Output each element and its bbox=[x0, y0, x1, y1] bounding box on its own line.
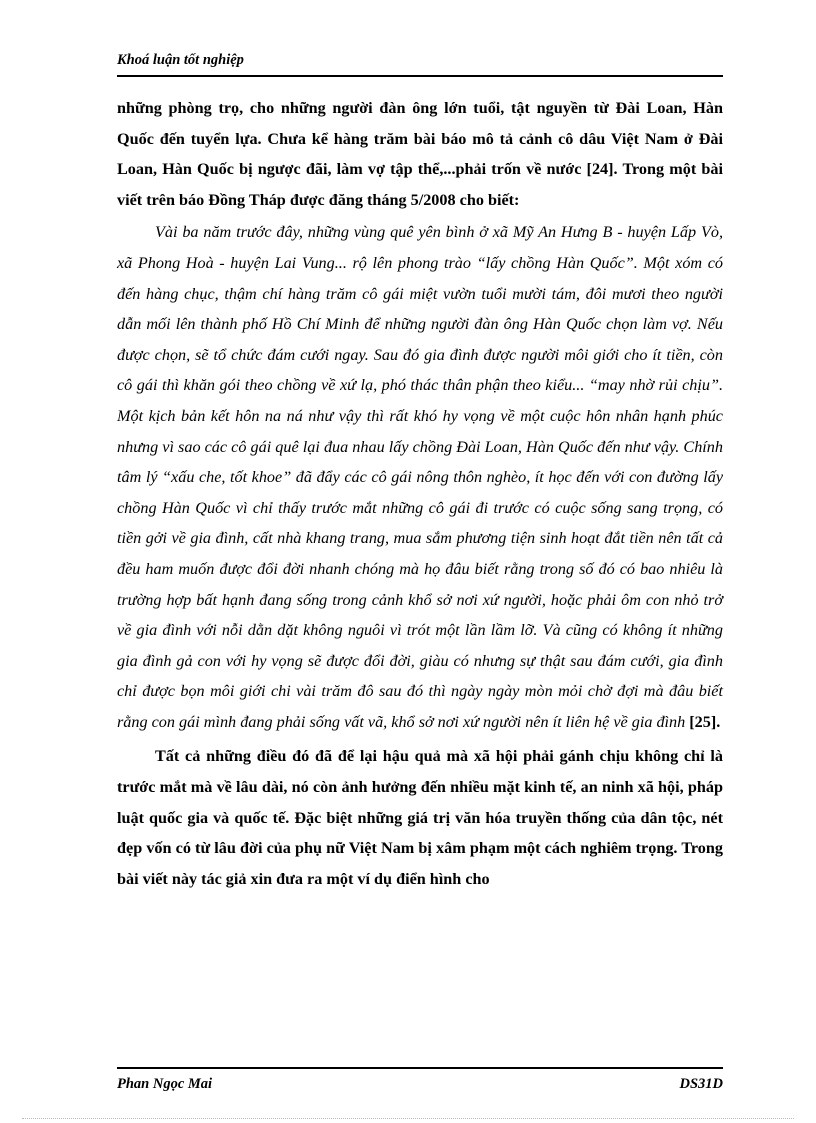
page-bottom-dotted-edge bbox=[22, 1118, 794, 1119]
page-header bbox=[117, 49, 723, 77]
footer-author: Phan Ngọc Mai bbox=[117, 1076, 213, 1092]
header-title: Khoá luận tốt nghiệp bbox=[117, 52, 244, 68]
page-footer bbox=[117, 1067, 723, 1099]
quote-citation: [25]. bbox=[689, 712, 721, 731]
paragraph-intro: những phòng trọ, cho những người đàn ông lớn tuổi, tật nguyền từ Đài Loan, Hàn Quốc đến tuyển lựa. Chưa kể hàng trăm bài báo mô tả cảnh cô dâu Việt Nam ở Đài Loan, Hàn Quốc bị ngược đãi, làm vợ tập thể,...phải trốn về nước [24]. Trong một bài viết trên báo Đồng Tháp được đăng tháng 5/2008 cho biết: bbox=[117, 99, 723, 209]
quoted-passage bbox=[117, 217, 723, 737]
paragraph-consequences: Tất cả những điều đó đã để lại hậu quả mà xã hội phải gánh chịu không chỉ là trước mắt mà về lâu dài, nó còn ảnh hưởng đến nhiều mặt kinh tế, an ninh xã hội, pháp luật quốc gia và quốc tế. Đặc biệt những giá trị văn hóa truyền thống của dân tộc, nét đẹp vốn có từ lâu đời của phụ nữ Việt Nam bị xâm phạm một cách nghiêm trọng. Trong bài viết này tác giả xin đưa ra một ví dụ điển hình cho bbox=[117, 747, 723, 888]
footer-class-code: DS31D bbox=[679, 1076, 723, 1092]
body-text bbox=[117, 93, 723, 894]
quote-text: Vài ba năm trước đây, những vùng quê yên bình ở xã Mỹ An Hưng B - huyện Lấp Vò, xã Phong Hoà - huyện Lai Vung... rộ lên phong trào “lấy chồng Hàn Quốc”. Một xóm có đến hàng chục, thậm chí hàng trăm cô gái miệt vườn tuổi mười tám, đôi mươi theo người dẫn mối lên thành phố Hồ Chí Minh để những người đàn ông Hàn Quốc chọn làm vợ. Nếu được chọn, sẽ tổ chức đám cưới ngay. Sau đó gia đình được người môi giới cho ít tiền, còn cô gái thì khăn gói theo chồng về xứ lạ, phó thác thân phận theo kiểu... “may nhờ rủi chịu”. Một kịch bản kết hôn na ná như vậy thì rất khó hy vọng về một cuộc hôn nhân hạnh phúc nhưng vì sao các cô gái quê lại đua nhau lấy chồng Đài Loan, Hàn Quốc đến như vậy. Chính tâm lý “xấu che, tốt khoe” đã đẩy các cô gái nông thôn nghèo, ít học đến với con đường lấy chồng Hàn Quốc vì chỉ thấy trước mắt những cô gái đi trước có cuộc sống sang trọng, có tiền gởi về gia đình, cất nhà khang trang, mua sắm phương tiện sinh hoạt đắt tiền nên tất cả đều ham muốn được đổi đời nhanh chóng mà họ đâu biết rằng trong số đó có bao nhiêu là trường hợp bất hạnh đang sống trong cảnh khổ sở nơi xứ người, hoặc phải ôm con nhỏ trở về gia đình với nỗi dằn dặt không nguôi vì trót một lần lầm lỡ. Và cũng có không ít những gia đình gả con với hy vọng sẽ được đổi đời, giàu có nhưng sự thật sau đám cưới, gia đình chỉ được bọn môi giới chi vài trăm đô sau đó thì ngày ngày mòn mỏi chờ đợi mà đâu biết rằng con gái mình đang phải sống vất vã, khổ sở nơi xứ người nên ít liên hệ về gia đình bbox=[117, 223, 723, 731]
